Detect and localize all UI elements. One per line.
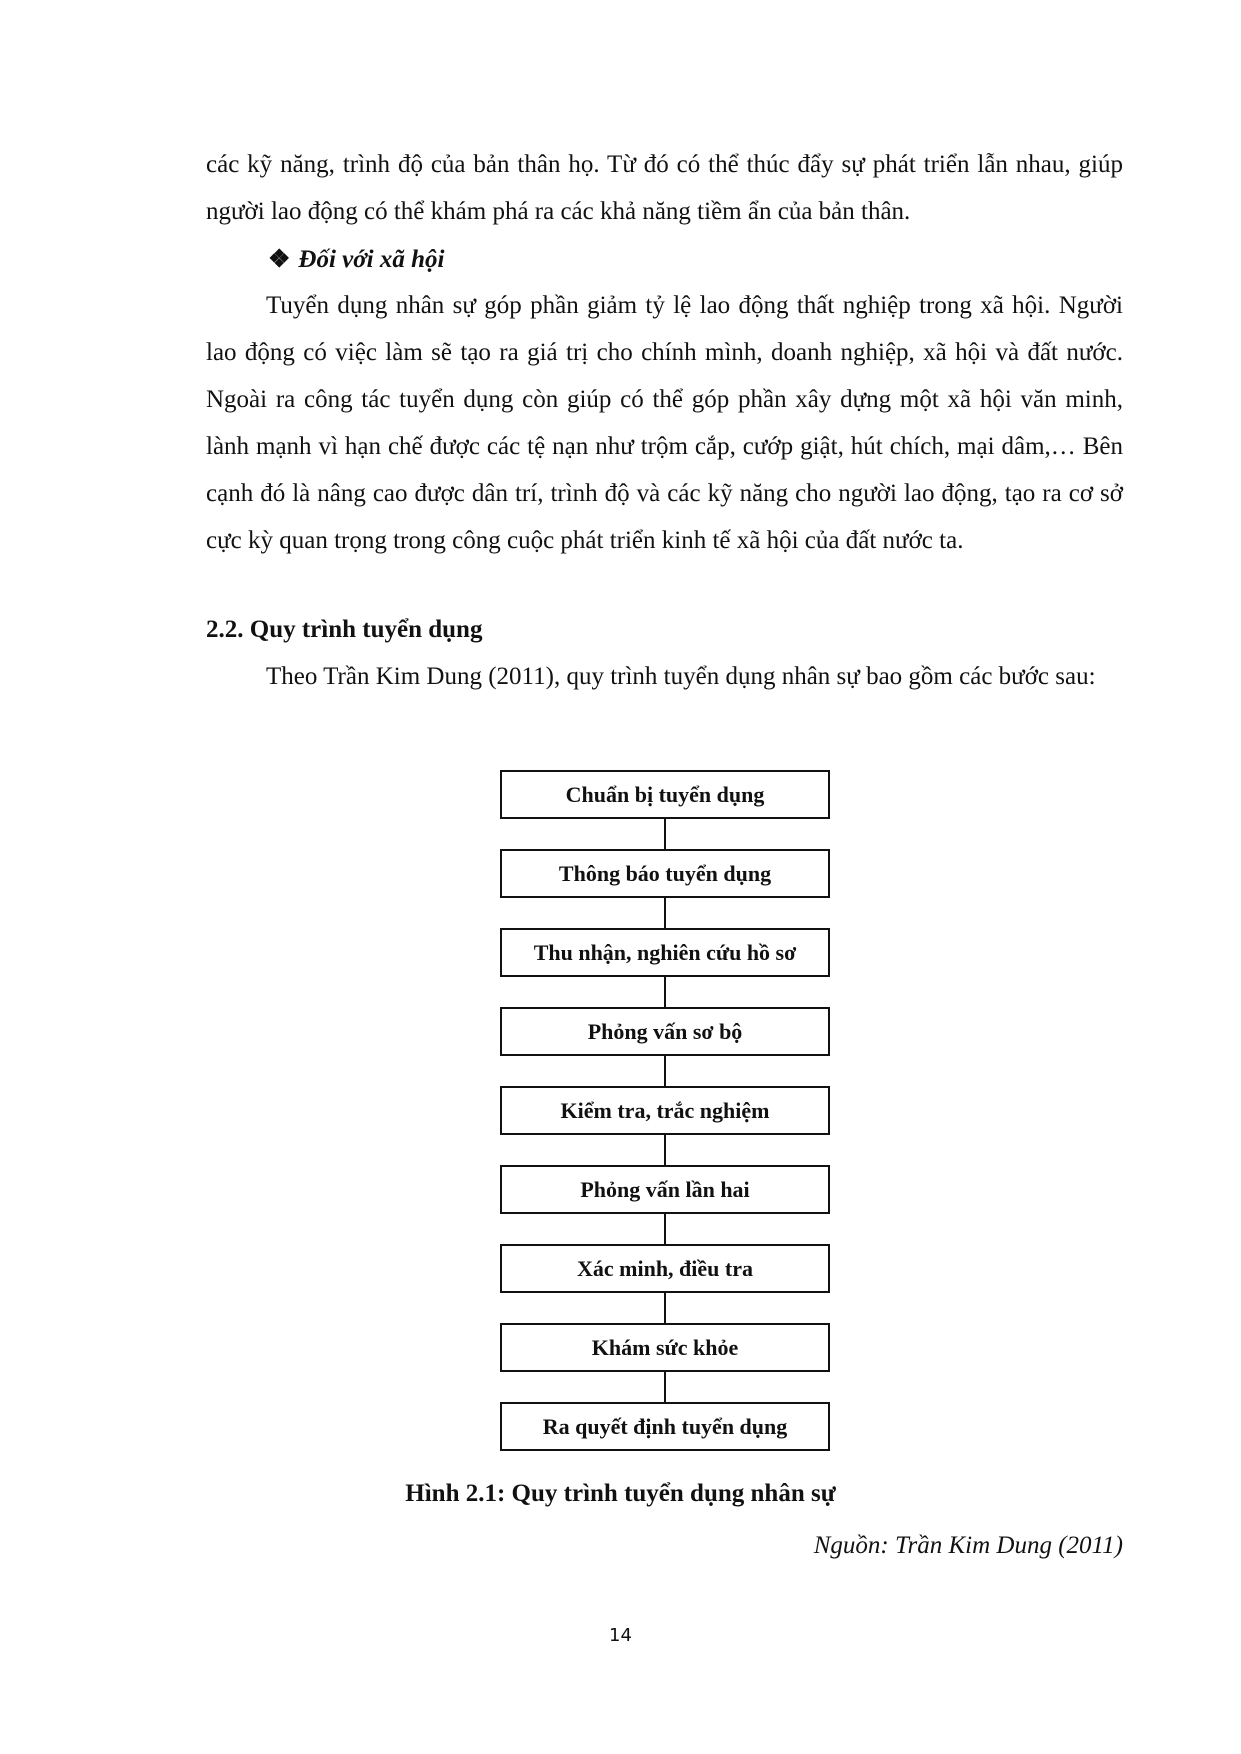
page-number: 14	[609, 1625, 632, 1646]
flow-step-3: Thu nhận, nghiên cứu hồ sơ	[500, 928, 830, 977]
subheading-society	[268, 236, 444, 283]
figure-caption: Hình 2.1: Quy trình tuyển dụng nhân sự	[405, 1480, 836, 1507]
flow-connector	[664, 1056, 666, 1086]
flow-step-5: Kiểm tra, trắc nghiệm	[500, 1086, 830, 1135]
paragraph-section-intro: Theo Trần Kim Dung (2011), quy trình tuyển dụng nhân sự bao gồm các bước sau:	[266, 663, 1096, 690]
flow-step-2: Thông báo tuyển dụng	[500, 849, 830, 898]
flow-step-9: Ra quyết định tuyển dụng	[500, 1402, 830, 1451]
paragraph-intro-continuation: các kỹ năng, trình độ của bản thân họ. Từ đó có thể thúc đẩy sự phát triển lẫn nhau, giúp người lao động có thể khám phá ra các khả năng tiềm ẩn của bản thân.	[206, 151, 1123, 225]
flow-connector	[664, 1372, 666, 1402]
flow-step-8: Khám sức khỏe	[500, 1323, 830, 1372]
flow-connector	[664, 1135, 666, 1165]
paragraph-society: Tuyển dụng nhân sự góp phần giảm tỷ lệ lao động thất nghiệp trong xã hội. Người lao động có việc làm sẽ tạo ra giá trị cho chính mình, doanh nghiệp, xã hội và đất nước. Ngoài ra công tác tuyển dụng còn giúp có thể góp phần xây dựng một xã hội văn minh, lành mạnh vì hạn chế được các tệ nạn như trộm cắp, cướp giật, hút chích, mại dâm,… Bên cạnh đó là nâng cao được dân trí, trình độ và các kỹ năng cho người lao động, tạo ra cơ sở cực kỳ quan trọng trong công cuộc phát triển kinh tế xã hội của đất nước ta.	[206, 292, 1123, 554]
diamond-bullet-icon: ❖	[268, 246, 291, 273]
section-heading: 2.2. Quy trình tuyển dụng	[206, 616, 483, 643]
flow-connector	[664, 1214, 666, 1244]
flow-step-4: Phỏng vấn sơ bộ	[500, 1007, 830, 1056]
subheading-text: Đối với xã hội	[298, 246, 445, 273]
flow-step-1: Chuẩn bị tuyển dụng	[500, 770, 830, 819]
flow-connector	[664, 819, 666, 849]
flow-connector	[664, 898, 666, 928]
flow-connector	[664, 977, 666, 1007]
recruitment-flowchart	[500, 770, 830, 1451]
figure-source: Nguồn: Trần Kim Dung (2011)	[813, 1532, 1123, 1559]
flow-connector	[664, 1293, 666, 1323]
flow-step-6: Phỏng vấn lần hai	[500, 1165, 830, 1214]
flow-step-7: Xác minh, điều tra	[500, 1244, 830, 1293]
